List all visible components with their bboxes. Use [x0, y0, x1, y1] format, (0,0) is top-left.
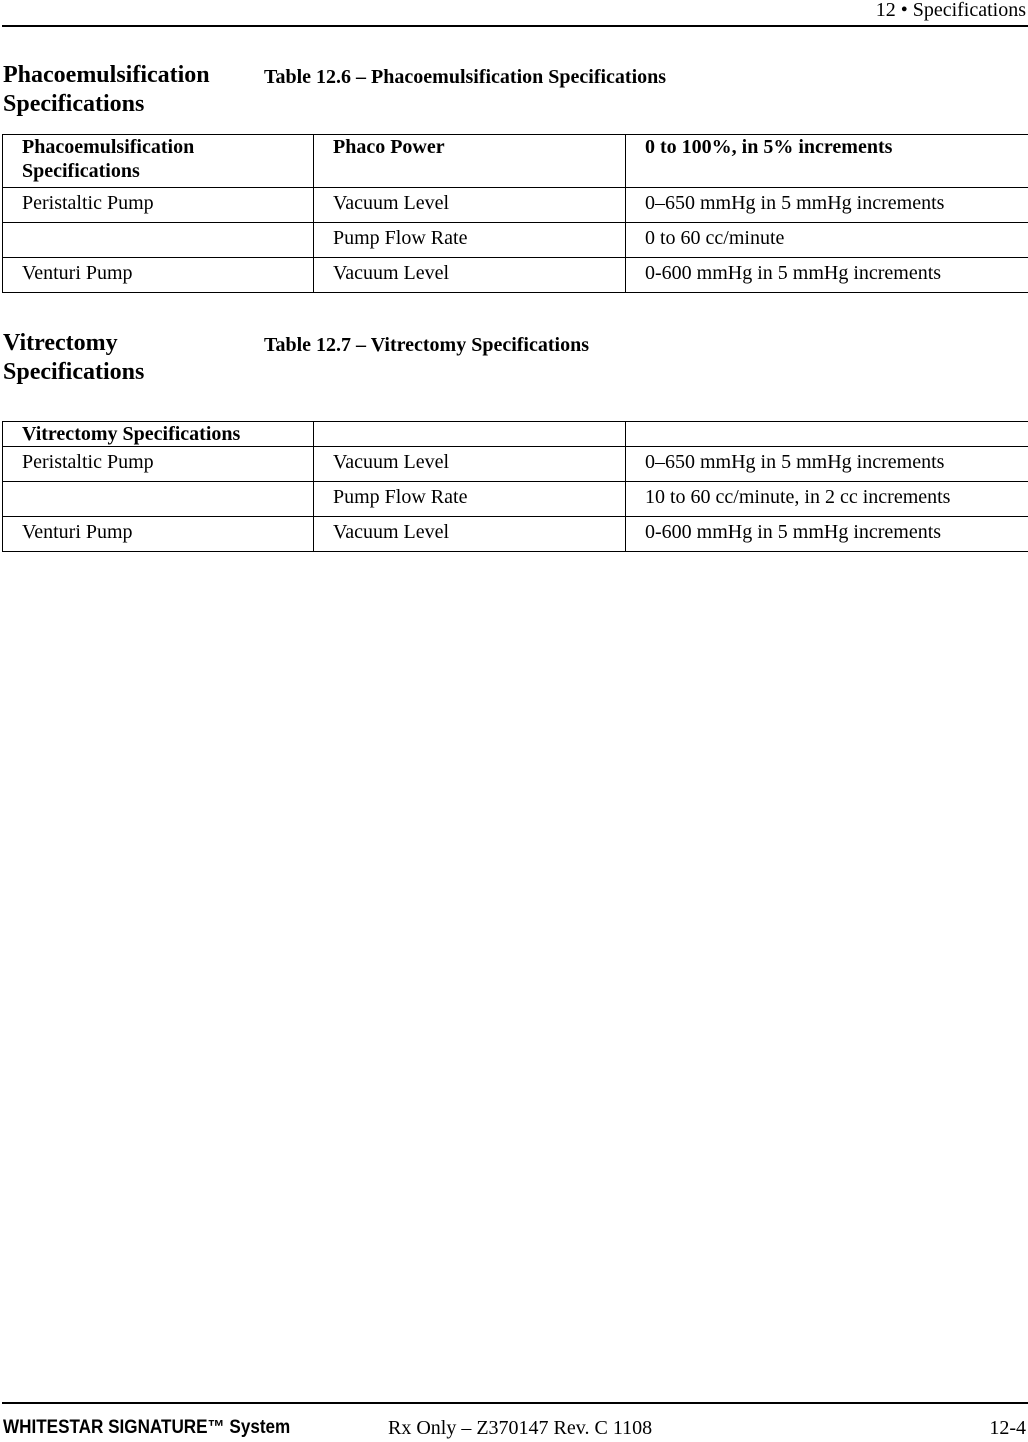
- phaco-table-header-row: [3, 135, 1028, 188]
- phaco-section-title-line2: Specifications: [3, 91, 145, 117]
- phaco-table-caption: Table 12.6 – Phacoemulsification Specifications: [264, 66, 667, 88]
- pump-cell: Venturi Pump: [3, 517, 314, 552]
- pump-cell: Peristaltic Pump: [3, 447, 314, 482]
- header-rule: [2, 25, 1028, 27]
- parameter-cell: Vacuum Level: [314, 188, 626, 223]
- table-row: [3, 223, 1028, 258]
- phaco-header-cell-1: [3, 135, 314, 188]
- vitrectomy-table-caption: Table 12.7 – Vitrectomy Specifications: [264, 334, 589, 356]
- vitrectomy-section-title-line1: Vitrectomy: [3, 330, 118, 356]
- phaco-header-col1-line1: Phacoemulsification: [22, 136, 195, 158]
- running-head: 12 • Specifications: [875, 0, 1026, 21]
- value-cell: 0–650 mmHg in 5 mmHg increments: [626, 447, 1028, 482]
- vitrectomy-header-cell-1: Vitrectomy Specifications: [3, 422, 314, 447]
- table-row: [3, 258, 1028, 293]
- vitrectomy-header-cell-3: [626, 422, 1028, 447]
- pump-cell: Peristaltic Pump: [3, 188, 314, 223]
- pump-cell: Venturi Pump: [3, 258, 314, 293]
- value-cell: 0 to 60 cc/minute: [626, 223, 1028, 258]
- vitrectomy-section-title: [3, 329, 253, 387]
- value-cell: 10 to 60 cc/minute, in 2 cc increments: [626, 482, 1028, 517]
- parameter-cell: Vacuum Level: [314, 447, 626, 482]
- parameter-cell: Vacuum Level: [314, 517, 626, 552]
- phaco-section-title-line1: Phacoemulsification: [3, 62, 210, 88]
- value-cell: 0-600 mmHg in 5 mmHg increments: [626, 258, 1028, 293]
- parameter-cell: Vacuum Level: [314, 258, 626, 293]
- pump-cell: [3, 482, 314, 517]
- table-row: [3, 188, 1028, 223]
- footer-rule: [2, 1402, 1028, 1404]
- phaco-header-cell-2: Phaco Power: [314, 135, 626, 188]
- vitrectomy-spec-table: [2, 421, 1028, 552]
- footer-page-number: 12-4: [989, 1417, 1026, 1439]
- phaco-spec-table: [2, 134, 1028, 293]
- table-row: [3, 447, 1028, 482]
- pump-cell: [3, 223, 314, 258]
- footer-document-id: Rx Only – Z370147 Rev. C 1108: [388, 1417, 653, 1439]
- phaco-header-col1-line2: Specifications: [22, 160, 140, 182]
- footer-product-name: WHITESTAR SIGNATURE™ System: [3, 1417, 291, 1438]
- phaco-header-cell-3: 0 to 100%, in 5% increments: [626, 135, 1028, 188]
- vitrectomy-section-title-line2: Specifications: [3, 359, 145, 385]
- table-row: [3, 517, 1028, 552]
- value-cell: 0–650 mmHg in 5 mmHg increments: [626, 188, 1028, 223]
- value-cell: 0-600 mmHg in 5 mmHg increments: [626, 517, 1028, 552]
- vitrectomy-header-cell-2: [314, 422, 626, 447]
- parameter-cell: Pump Flow Rate: [314, 223, 626, 258]
- phaco-section-title: [3, 61, 253, 119]
- parameter-cell: Pump Flow Rate: [314, 482, 626, 517]
- vitrectomy-table-header-row: [3, 422, 1028, 447]
- table-row: [3, 482, 1028, 517]
